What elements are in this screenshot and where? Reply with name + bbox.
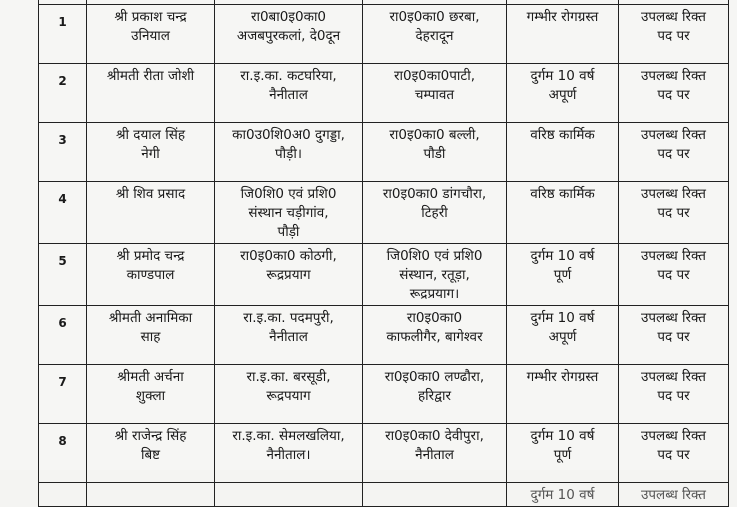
current-posting-cell-line: जि0शि0 एवं प्रशि0 [240,186,337,202]
current-posting-cell-line: नैनीताल [269,87,308,103]
current-posting-cell [215,365,363,424]
name-cell [87,244,215,306]
transfer-table [38,0,729,507]
new-posting-cell [363,5,507,64]
name-cell-line: श्री प्रमोद चन्द्र [116,248,185,264]
current-posting-cell-line: रा.इ.का. कटघरिया, [240,68,337,84]
reason-cell [507,306,619,365]
empty-cell [39,483,87,507]
current-posting-cell-line: नैनीताल। [266,447,311,463]
new-posting-cell-line: हरिद्वार [418,388,451,404]
name-cell [87,5,215,64]
new-posting-cell-line: रा0इ0का0 बल्ली, [389,127,480,143]
serial-cell: 7 [39,365,87,424]
serial-cell: 1 [39,5,87,64]
name-cell-line: उनियाल [131,28,170,44]
name-cell-line: नेगी [141,146,160,162]
status-cell-line: पद पर [657,447,690,463]
name-cell [87,424,215,483]
name-cell-line: श्री दयाल सिंह [115,127,186,143]
tail-reason: दुर्गम 10 वर्ष [530,487,595,503]
status-cell [619,365,729,424]
current-posting-cell-line: रा.इ.का. बरसूडी, [246,369,331,385]
current-posting-cell-line: रा.इ.का. पदमपुरी, [243,310,334,326]
reason-cell-line: अपूर्ण [548,329,577,345]
reason-cell-line: दुर्गम 10 वर्ष [530,248,595,264]
table-row [39,64,729,123]
current-posting-cell-line: पौड़ी [277,224,300,240]
name-cell [87,64,215,123]
serial-cell: 5 [39,244,87,306]
new-posting-cell-line: देहरादून [415,28,454,44]
status-cell [619,123,729,182]
reason-cell-line: दुर्गम 10 वर्ष [530,68,595,84]
name-cell [87,306,215,365]
current-posting-cell-line: रा0बा0इ0का0 [250,9,327,25]
current-posting-cell-line: रा.इ.का. सेमलखलिया, [232,428,345,444]
reason-cell-line: पूर्ण [553,267,572,283]
status-cell [619,64,729,123]
name-cell-line: श्री शिव प्रसाद [115,186,186,202]
table-row-partial [39,483,729,507]
current-posting-cell-line: रा0इ0का0 कोठगी, [240,248,337,264]
table-row [39,123,729,182]
new-posting-cell-line: नैनीताल [415,447,454,463]
reason-cell [507,123,619,182]
name-cell-line: श्रीमती अनामिका [108,310,193,326]
reason-cell-line: पूर्ण [553,447,572,463]
current-posting-cell [215,182,363,244]
current-posting-cell [215,64,363,123]
status-cell-line: उपलब्ध रिक्त [640,68,706,84]
table-row [39,424,729,483]
new-posting-cell [363,64,507,123]
reason-cell-line: वरिष्ठ कार्मिक [530,127,595,143]
new-posting-cell-line: रा0इ0का0 डांगचौरा, [382,186,487,202]
new-posting-cell [363,182,507,244]
new-posting-cell [363,123,507,182]
status-cell [619,5,729,64]
status-cell-line: उपलब्ध रिक्त [640,369,706,385]
reason-cell [507,5,619,64]
serial-cell: 4 [39,182,87,244]
status-cell [619,182,729,244]
reason-cell-line: दुर्गम 10 वर्ष [530,428,595,444]
reason-cell-line: दुर्गम 10 वर्ष [530,310,595,326]
new-posting-cell-line: संस्थान, रतूड़ा, [399,267,470,283]
status-cell [619,244,729,306]
status-cell-line: पद पर [657,388,690,404]
current-posting-cell [215,306,363,365]
current-posting-cell [215,424,363,483]
new-posting-cell [363,244,507,306]
new-posting-cell-line: जि0शि0 एवं प्रशि0 [386,248,483,264]
status-cell-line: उपलब्ध रिक्त [640,428,706,444]
table-row [39,306,729,365]
status-cell-line: उपलब्ध रिक्त [640,9,706,25]
new-posting-cell-line: रा0इ0का0 छरबा, [389,9,480,25]
reason-cell [507,424,619,483]
current-posting-cell-line: रूद्रप्रयाग [266,267,311,283]
new-posting-cell [363,306,507,365]
name-cell-line: बिष्ट [140,447,161,463]
reason-cell [507,365,619,424]
status-cell-line: पद पर [657,267,690,283]
serial-cell: 2 [39,64,87,123]
reason-cell-line: गम्भीर रोगग्रस्त [526,369,599,385]
new-posting-cell [363,424,507,483]
serial-cell: 3 [39,123,87,182]
reason-cell [507,182,619,244]
current-posting-cell-line: अजबपुरकलां, दे0दून [236,28,341,44]
name-cell [87,182,215,244]
reason-cell [507,483,619,507]
status-cell-line: पद पर [657,329,690,345]
status-cell-line: उपलब्ध रिक्त [640,127,706,143]
name-cell-line: काण्डपाल [126,267,175,283]
reason-cell [507,64,619,123]
current-posting-cell [215,123,363,182]
status-cell-line: पद पर [657,205,690,221]
status-cell [619,483,729,507]
status-cell-line: उपलब्ध रिक्त [640,310,706,326]
empty-cell [363,483,507,507]
status-cell-line: पद पर [657,146,690,162]
table-row [39,182,729,244]
current-posting-cell-line: नैनीताल [269,329,308,345]
status-cell [619,306,729,365]
current-posting-cell [215,244,363,306]
new-posting-cell-line: टिहरी [421,205,448,221]
serial-cell: 6 [39,306,87,365]
status-cell-line: पद पर [657,87,690,103]
name-cell-line: शुक्ला [135,388,166,404]
tail-status: उपलब्ध रिक्त [640,487,706,503]
reason-cell-line: अपूर्ण [548,87,577,103]
status-cell-line: पद पर [657,28,690,44]
name-cell-line: श्री प्रकाश चन्द्र [114,9,187,25]
current-posting-cell [215,5,363,64]
new-posting-cell-line: रूद्रप्रयाग। [409,286,460,302]
name-cell [87,123,215,182]
serial-cell: 8 [39,424,87,483]
status-cell-line: उपलब्ध रिक्त [640,186,706,202]
status-cell [619,424,729,483]
current-posting-cell-line: का0उ0शि0अ0 दुगड्डा, [232,127,345,143]
new-posting-cell-line: काफलीगैर, बागेश्वर [386,329,483,345]
new-posting-cell-line: रा0इ0का0 लण्ढौरा, [384,369,485,385]
name-cell-line: श्रीमती अर्चना [117,369,184,385]
new-posting-cell [363,365,507,424]
table-row [39,365,729,424]
reason-cell-line: गम्भीर रोगग्रस्त [526,9,599,25]
new-posting-cell-line: पौडी [423,146,446,162]
name-cell-line: साह [140,329,161,345]
reason-cell-line: वरिष्ठ कार्मिक [530,186,595,202]
status-cell-line: उपलब्ध रिक्त [640,248,706,264]
new-posting-cell-line: चम्पावत [414,87,455,103]
reason-cell [507,244,619,306]
table-row [39,244,729,306]
table-row [39,5,729,64]
empty-cell [215,483,363,507]
current-posting-cell-line: पौड़ी। [275,146,302,162]
new-posting-cell-line: रा0इ0का0 [406,310,463,326]
name-cell-line: श्रीमती रीता जोशी [106,68,195,84]
current-posting-cell-line: रूद्रपयाग [266,388,311,404]
name-cell [87,365,215,424]
current-posting-cell-line: संस्थान चड़ीगांव, [248,205,329,221]
new-posting-cell-line: रा0इ0का0 देवीपुरा, [385,428,484,444]
name-cell-line: श्री राजेन्द्र सिंह [114,428,187,444]
empty-cell [87,483,215,507]
new-posting-cell-line: रा0इ0का0पाटी, [393,68,476,84]
